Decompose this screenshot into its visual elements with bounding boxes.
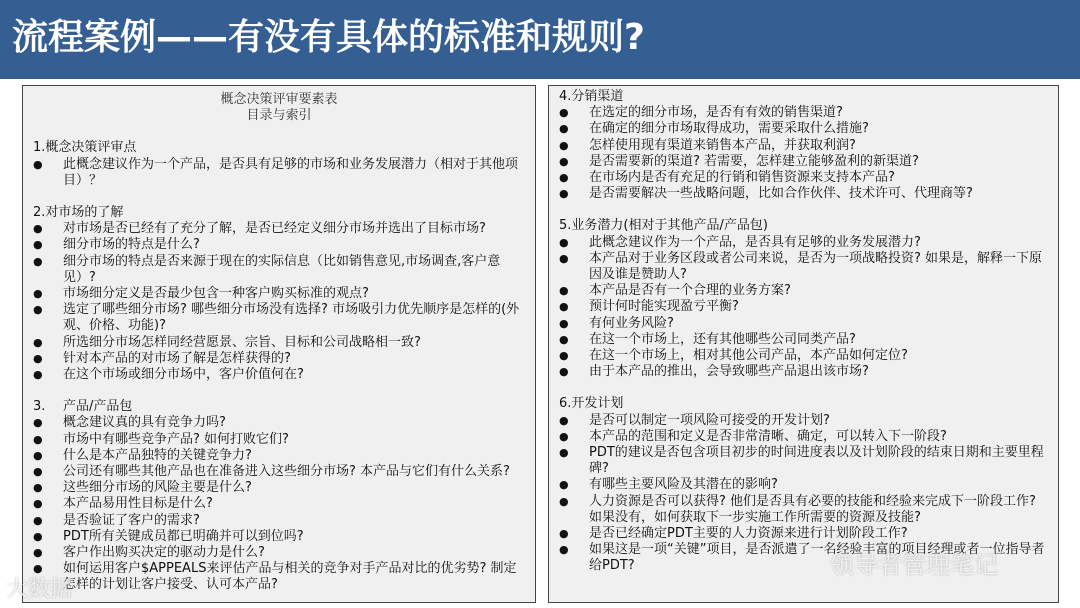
bullet-icon: ● xyxy=(559,429,569,443)
bullet-icon: ● xyxy=(33,416,43,430)
bullet-icon: ● xyxy=(33,303,43,317)
bullet-icon: ● xyxy=(559,284,569,298)
item-text: 本产品对于业务区段或者公司来说，是否为一项战略投资? 如果是，解释一下原因及谁是赞助人? xyxy=(589,250,1043,283)
item-text: 是否可以制定一项风险可接受的开发计划? xyxy=(589,412,830,428)
list-item xyxy=(559,316,1050,332)
title-bar xyxy=(0,0,1080,79)
item-text: PDT的建议是否包含项目初步的时间进度表以及计划阶段的结束日期和主要里程碑? xyxy=(589,445,1044,477)
item-text: 是否验证了客户的需求? xyxy=(63,512,200,528)
item-text: 人力资源是否可以获得? 他们是否具有必要的技能和经验来完成下一阶段工作? 如果没有，如何获取下一步实施工作所需要的资源及技能? xyxy=(589,493,1036,525)
document-subtitle: 目录与索引 xyxy=(246,108,312,124)
bullet-list xyxy=(559,235,1050,381)
bullet-icon: ● xyxy=(559,365,569,379)
list-item xyxy=(559,429,1050,445)
bullet-icon: ● xyxy=(559,154,569,168)
item-text: 在这一个市场上，相对其他公司产品，本产品如何定位? xyxy=(589,348,908,364)
list-item xyxy=(559,299,1050,315)
list-item xyxy=(33,286,525,302)
bullet-icon: ● xyxy=(559,494,569,508)
item-text: PDT所有关键成员都已明确并可以到位吗? xyxy=(63,528,304,544)
list-item xyxy=(33,432,525,448)
list-item xyxy=(33,480,525,496)
item-text: 此概念建议作为一个产品，是否具有足够的市场和业务发展潜力（相对于其他项目）？ xyxy=(63,156,519,188)
item-text: 细分市场的特点是什么? xyxy=(63,237,200,253)
item-text: 有何业务风险? xyxy=(589,315,674,331)
bullet-icon: ● xyxy=(33,465,43,479)
bullet-icon: ● xyxy=(33,562,43,576)
item-text: 所选细分市场怎样同经营愿景、宗旨、目标和公司战略相一致? xyxy=(63,334,421,350)
list-item xyxy=(33,529,525,545)
section xyxy=(33,205,525,383)
list-item xyxy=(33,367,525,383)
item-text: 如果这是一项“关键”项目，是否派遣了一名经验丰富的项目经理或者一位指导者给PDT? xyxy=(589,542,1045,574)
item-text: 由于本产品的推出，会导致哪些产品退出该市场? xyxy=(589,364,869,380)
item-text: 本产品易用性目标是什么? xyxy=(63,496,213,512)
bullet-icon: ● xyxy=(559,332,569,346)
section-title: 对市场的了解 xyxy=(45,205,124,221)
list-item xyxy=(559,526,1050,542)
item-text: 针对本产品的对市场了解是怎样获得的? xyxy=(63,350,291,366)
section xyxy=(559,218,1050,380)
list-item xyxy=(33,496,525,512)
list-item xyxy=(33,221,525,237)
section-title: 分销渠道 xyxy=(571,89,624,104)
item-text: 如何运用客户$APPEALS来评估产品与相关的竞争对手产品对比的优劣势? 制定怎样的计划让客户接受、认可本产品? xyxy=(63,561,517,593)
list-item xyxy=(33,335,525,351)
list-item xyxy=(559,235,1050,251)
list-item xyxy=(559,542,1050,574)
section-title: 开发计划 xyxy=(571,396,624,412)
item-text: 市场细分定义是否最少包含一种客户购买标准的观点? xyxy=(63,286,369,302)
list-item xyxy=(559,170,1050,186)
section-number: 2. xyxy=(33,205,46,221)
left-sections xyxy=(33,140,525,593)
section xyxy=(33,399,525,593)
section xyxy=(559,89,1050,202)
bullet-list xyxy=(33,415,525,593)
bullet-icon: ● xyxy=(33,432,43,446)
bullet-icon: ● xyxy=(559,171,569,185)
item-text: 在这个市场或细分市场中，客户价值何在? xyxy=(63,367,304,383)
bullet-icon: ● xyxy=(33,481,43,495)
item-text: 概念建议真的具有竞争力吗? xyxy=(63,415,226,431)
section-heading xyxy=(33,399,525,415)
list-item xyxy=(559,186,1050,202)
bullet-icon: ● xyxy=(33,546,43,560)
bullet-icon: ● xyxy=(33,351,43,365)
watermark-right: 领导者管理笔记 xyxy=(830,551,998,579)
item-text: 细分市场的特点是否来源于现在的实际信息（比如销售意见,市场调查,客户意见）? xyxy=(63,253,501,285)
section-heading xyxy=(559,396,1050,412)
right-panel xyxy=(548,85,1059,603)
section-number: 1. xyxy=(33,140,46,156)
list-item xyxy=(559,364,1050,380)
item-text: 公司还有哪些其他产品也在准备进入这些细分市场? 本产品与它们有什么关系? xyxy=(63,464,510,480)
item-text: 在确定的细分市场取得成功，需要采取什么措施? xyxy=(589,121,869,137)
list-item xyxy=(559,121,1050,137)
list-item xyxy=(33,561,525,593)
section-heading xyxy=(559,89,1050,105)
bullet-list xyxy=(33,157,525,189)
bullet-icon: ● xyxy=(559,187,569,201)
bullet-icon: ● xyxy=(33,529,43,543)
section-number: 5. xyxy=(559,218,572,234)
bullet-icon: ● xyxy=(33,368,43,382)
section xyxy=(559,396,1050,574)
list-item xyxy=(559,494,1050,526)
list-item xyxy=(559,105,1050,121)
item-text: 选定了哪些细分市场? 哪些细分市场没有选择? 市场吸引力优先顺序是怎样的(外观、价格、功能)? xyxy=(63,302,520,334)
section xyxy=(33,140,525,189)
list-item xyxy=(33,237,525,253)
bullet-icon: ● xyxy=(559,235,569,249)
bullet-icon: ● xyxy=(559,300,569,314)
section-title: 业务潜力(相对于其他产品/产品包) xyxy=(571,218,768,234)
bullet-list xyxy=(559,105,1050,202)
list-item xyxy=(33,157,525,189)
section-heading xyxy=(33,205,525,221)
item-text: 预计何时能实现盈亏平衡? xyxy=(589,299,739,315)
section-number: 4. xyxy=(559,89,572,104)
bullet-icon: ● xyxy=(559,349,569,363)
item-text: 本产品的范围和定义是否非常清晰、确定，可以转入下一阶段? xyxy=(589,428,947,444)
section-number: 3. xyxy=(33,399,46,415)
section-title: 概念决策评审点 xyxy=(45,140,137,156)
list-item xyxy=(559,445,1050,477)
left-panel xyxy=(22,85,536,603)
list-item xyxy=(559,477,1050,493)
bullet-icon: ● xyxy=(559,527,569,541)
section-title: 产品/产品包 xyxy=(63,399,133,415)
list-item xyxy=(33,415,525,431)
item-text: 有哪些主要风险及其潜在的影响? xyxy=(589,477,778,493)
section-heading xyxy=(33,140,525,156)
bullet-icon: ● xyxy=(33,222,43,236)
bullet-icon: ● xyxy=(559,543,569,557)
item-text: 在选定的细分市场，是否有有效的销售渠道? xyxy=(589,105,843,121)
list-item xyxy=(559,413,1050,429)
item-text: 本产品是否有一个合理的业务方案? xyxy=(589,283,791,299)
bullet-icon: ● xyxy=(559,446,569,460)
bullet-list xyxy=(559,413,1050,575)
bullet-icon: ● xyxy=(33,238,43,252)
item-text: 是否已经确定PDT主要的人力资源来进行计划阶段工作? xyxy=(589,526,908,542)
bullet-icon: ● xyxy=(33,335,43,349)
bullet-icon: ● xyxy=(559,138,569,152)
bullet-icon: ● xyxy=(33,254,43,268)
list-item xyxy=(559,138,1050,154)
bullet-icon: ● xyxy=(559,316,569,330)
bullet-icon: ● xyxy=(33,497,43,511)
item-text: 对市场是否已经有了充分了解，是否已经定义细分市场并选出了目标市场? xyxy=(63,221,486,237)
list-item xyxy=(33,351,525,367)
right-sections xyxy=(559,89,1050,575)
item-text: 是否需要新的渠道? 若需要，怎样建立能够盈利的新渠道? xyxy=(589,153,919,169)
document-title: 概念决策评审要素表 xyxy=(220,92,338,107)
item-text: 是否需要解决一些战略问题，比如合作伙伴、技术许可、代理商等? xyxy=(589,186,973,202)
section-heading xyxy=(559,218,1050,234)
item-text: 在市场内是否有充足的行销和销售资源来支持本产品? xyxy=(589,170,895,186)
list-item xyxy=(33,254,525,286)
item-text: 这些细分市场的风险主要是什么? xyxy=(63,480,252,496)
bullet-icon: ● xyxy=(559,251,569,265)
bullet-icon: ● xyxy=(559,478,569,492)
list-item xyxy=(33,448,525,464)
bullet-icon: ● xyxy=(33,287,43,301)
list-item xyxy=(33,545,525,561)
item-text: 客户作出购买决定的驱动力是什么? xyxy=(63,545,265,561)
item-text: 怎样使用现有渠道来销售本产品，并获取利润? xyxy=(589,137,856,153)
item-text: 在这一个市场上，还有其他哪些公司同类产品? xyxy=(589,331,856,347)
bullet-icon: ● xyxy=(33,448,43,462)
list-item xyxy=(559,251,1050,283)
list-item xyxy=(559,154,1050,170)
item-text: 市场中有哪些竞争产品? 如何打败它们? xyxy=(63,431,289,447)
bullet-icon: ● xyxy=(559,106,569,120)
bullet-icon: ● xyxy=(559,122,569,136)
item-text: 此概念建议作为一个产品，是否具有足够的业务发展潜力? xyxy=(589,234,921,250)
list-item xyxy=(33,302,525,334)
page-title: 流程案例——有没有具体的标准和规则? xyxy=(12,17,645,58)
bullet-icon: ● xyxy=(33,157,43,171)
list-item xyxy=(559,283,1050,299)
list-item xyxy=(33,464,525,480)
item-text: 什么是本产品独特的关键竞争力? xyxy=(63,447,252,463)
bullet-list xyxy=(33,221,525,383)
bullet-icon: ● xyxy=(33,513,43,527)
list-item xyxy=(559,348,1050,364)
list-item xyxy=(559,332,1050,348)
bullet-icon: ● xyxy=(559,413,569,427)
section-number: 6. xyxy=(559,396,572,412)
list-item xyxy=(33,513,525,529)
watermark-left: 大数据 xyxy=(6,577,73,602)
